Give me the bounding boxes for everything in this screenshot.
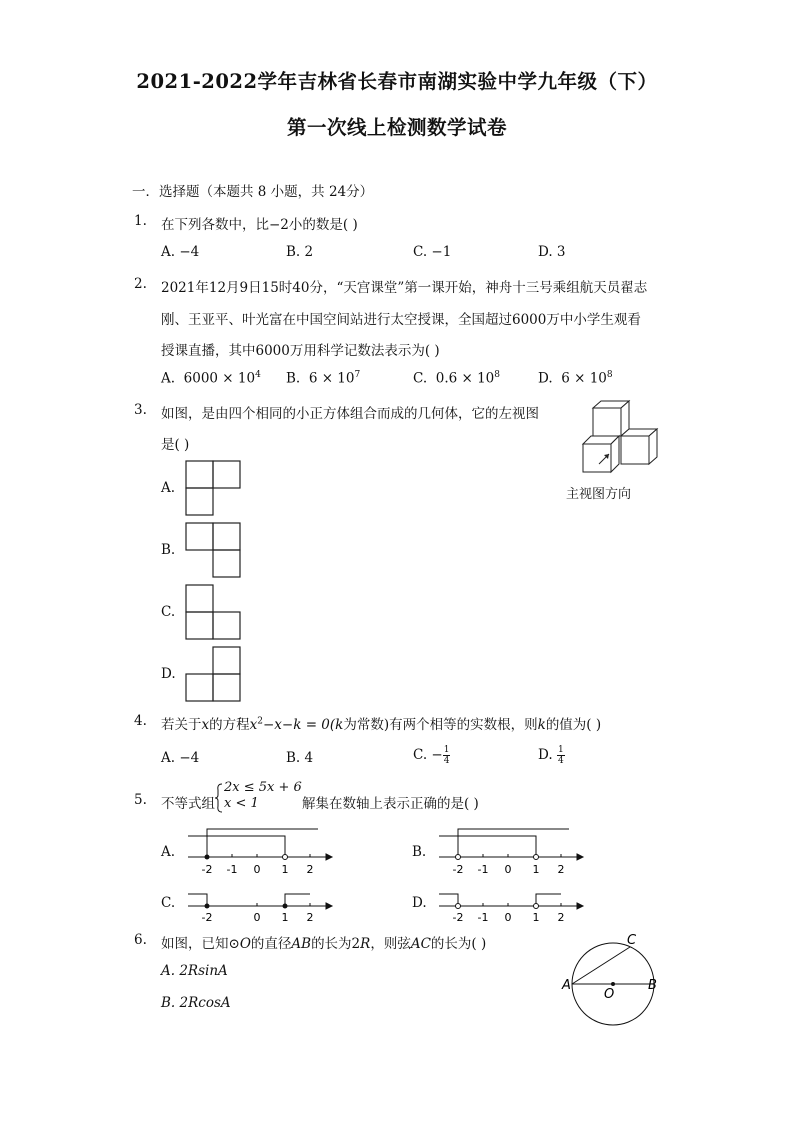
q6-stem-text-c: 的长为2 bbox=[311, 936, 361, 952]
q5-a-tick-0: 0 bbox=[253, 863, 261, 876]
q4-option-c-denominator: 4 bbox=[443, 756, 450, 766]
q2-option-b-label: B. bbox=[286, 370, 301, 387]
q3-option-b-label: B. bbox=[161, 542, 176, 558]
q4-option-c bbox=[413, 745, 450, 766]
exam-title-line2: 第一次线上检测数学试卷 bbox=[286, 116, 507, 139]
q5-a-tick-1: 1 bbox=[281, 863, 289, 876]
q2-option-c-base: 0.6 × 10 bbox=[435, 370, 495, 387]
q6-stem-text-a: 如图，已知⊙ bbox=[161, 936, 240, 952]
q2-option-b bbox=[286, 370, 360, 387]
q4-option-d bbox=[538, 745, 565, 766]
q2-option-a-label: A. bbox=[161, 370, 176, 387]
q2-line3: 授课直播，其中6000万用科学记数法表示为( ) bbox=[161, 343, 440, 359]
q6-option-b: B. 2RcosA bbox=[161, 995, 231, 1011]
q2-line1: 2021年12月9日15时40分，“天宫课堂”第一课开始，神舟十三号乘组航天员翟志 bbox=[161, 280, 648, 296]
q6-stem-text-b: 的直径 bbox=[250, 936, 292, 952]
q2-option-d-base: 6 × 10 bbox=[561, 370, 607, 387]
q4-stem-text-a: 若关于 bbox=[161, 717, 202, 733]
q5-stem-a: 不等式组 bbox=[161, 796, 215, 812]
q5-option-b-label: B. bbox=[412, 844, 427, 860]
q5-b-tick-2: 2 bbox=[557, 863, 565, 876]
q3-option-a-label: A. bbox=[161, 480, 176, 496]
q4-eq-rest: −x−k = 0( bbox=[262, 717, 336, 733]
q4-option-d-fraction bbox=[557, 745, 565, 766]
q5-number: 5. bbox=[134, 792, 147, 808]
q5-option-a-label: A. bbox=[161, 844, 176, 860]
q2-option-b-base: 6 × 10 bbox=[308, 370, 355, 387]
q2-number: 2. bbox=[134, 276, 147, 292]
q6-circle-figure bbox=[558, 932, 662, 1032]
q5-b-tick-1: 1 bbox=[532, 863, 540, 876]
q6-stem bbox=[161, 932, 486, 952]
q3-figure-caption: 主视图方向 bbox=[566, 487, 632, 502]
q4-option-d-denominator: 4 bbox=[557, 756, 564, 766]
q3-option-b-figure bbox=[185, 522, 243, 580]
q1-option-c: C. −1 bbox=[413, 244, 452, 260]
q6-var-o: O bbox=[239, 936, 251, 952]
q2-option-d bbox=[538, 370, 613, 387]
q3-option-d-figure bbox=[185, 646, 243, 704]
q4-option-c-fraction bbox=[443, 745, 451, 766]
q1-option-a: A. −4 bbox=[161, 244, 200, 260]
q5-b-tick-neg1: -1 bbox=[477, 863, 489, 876]
q5-system-line2: x < 1 bbox=[224, 796, 259, 811]
q2-option-b-exp: 7 bbox=[354, 370, 361, 380]
q5-a-tick-2: 2 bbox=[306, 863, 314, 876]
q5-option-d-label: D. bbox=[412, 895, 427, 911]
q1-number: 1. bbox=[134, 213, 147, 229]
q4-number: 4. bbox=[134, 713, 147, 729]
q5-a-tick-neg2: -2 bbox=[201, 863, 213, 876]
q6-var-ab: AB bbox=[291, 936, 312, 952]
q1-option-d: D. 3 bbox=[538, 244, 566, 260]
q5-a-tick-neg1: -1 bbox=[226, 863, 238, 876]
q2-option-c-exp: 8 bbox=[494, 370, 501, 380]
q4-option-d-label: D. bbox=[538, 747, 557, 763]
q4-var-k: k bbox=[335, 717, 344, 733]
q5-d-tick-neg1: -1 bbox=[477, 911, 489, 924]
q5-d-tick-1: 1 bbox=[532, 911, 540, 924]
q6-var-ac: AC bbox=[410, 936, 431, 952]
q4-stem bbox=[161, 713, 601, 733]
q4-eq-x: x bbox=[249, 717, 258, 733]
q5-option-b-numberline bbox=[437, 826, 587, 876]
q6-stem-text-d: ，则弦 bbox=[370, 936, 411, 952]
q5-d-tick-0: 0 bbox=[504, 911, 512, 924]
q4-option-b: B. 4 bbox=[286, 750, 314, 766]
q6-option-a: A. 2RsinA bbox=[161, 963, 228, 979]
q5-d-tick-neg2: -2 bbox=[452, 911, 464, 924]
q2-option-a bbox=[161, 370, 261, 387]
q4-option-c-numerator: 1 bbox=[443, 745, 450, 755]
q4-stem-text-b: 的方程 bbox=[209, 717, 250, 733]
q4-stem-text-c: 为常数)有两个相等的实数根，则 bbox=[343, 717, 538, 733]
q3-option-c-label: C. bbox=[161, 604, 176, 620]
q5-option-a-numberline bbox=[186, 826, 336, 876]
q4-var-k2: k bbox=[537, 717, 546, 733]
q6-label-o: O bbox=[604, 987, 615, 1002]
q5-b-tick-0: 0 bbox=[504, 863, 512, 876]
q6-number: 6. bbox=[134, 932, 147, 948]
q5-c-tick-0: 0 bbox=[253, 911, 261, 924]
q2-option-a-exp: 4 bbox=[255, 370, 261, 380]
q4-option-c-label: C. − bbox=[413, 747, 443, 763]
q4-option-a: A. −4 bbox=[161, 750, 200, 766]
q6-label-a: A bbox=[562, 978, 571, 993]
q2-option-c bbox=[413, 370, 500, 387]
q3-option-d-label: D. bbox=[161, 666, 176, 682]
q5-brace bbox=[214, 782, 224, 814]
q3-option-c-figure bbox=[185, 584, 243, 642]
q6-label-b: B bbox=[648, 978, 657, 993]
q4-stem-text-d: 的值为( ) bbox=[545, 717, 602, 733]
q3-line1: 如图，是由四个相同的小正方体组合而成的几何体，它的左视图 bbox=[161, 406, 539, 422]
q3-option-a-figure bbox=[185, 460, 243, 518]
q3-line2: 是( ) bbox=[161, 437, 190, 453]
q2-option-d-exp: 8 bbox=[606, 370, 613, 380]
q5-c-tick-1: 1 bbox=[281, 911, 289, 924]
exam-title-line1: 2021-2022学年吉林省长春市南湖实验中学九年级（下） bbox=[136, 70, 658, 93]
q2-line2: 刚、王亚平、叶光富在中国空间站进行太空授课，全国超过6000万中小学生观看 bbox=[161, 312, 641, 328]
q5-d-tick-2: 2 bbox=[557, 911, 565, 924]
q2-option-a-base: 6000 × 10 bbox=[183, 370, 256, 387]
q6-var-r: R bbox=[360, 936, 371, 952]
q2-option-c-label: C. bbox=[413, 370, 428, 387]
q5-b-tick-neg2: -2 bbox=[452, 863, 464, 876]
q6-label-c: C bbox=[627, 933, 637, 948]
q5-option-c-label: C. bbox=[161, 895, 176, 911]
q5-option-d-numberline bbox=[437, 884, 587, 924]
q4-option-d-numerator: 1 bbox=[557, 745, 564, 755]
q5-option-c-numberline bbox=[186, 884, 336, 924]
q6-stem-text-e: 的长为( ) bbox=[430, 936, 487, 952]
q2-option-d-label: D. bbox=[538, 370, 553, 387]
q3-cube-figure bbox=[575, 398, 665, 478]
section-header: 一．选择题（本题共 8 小题，共 24分） bbox=[132, 184, 374, 200]
q5-stem-b: 解集在数轴上表示正确的是( ) bbox=[302, 796, 479, 812]
q4-var-x: x bbox=[201, 717, 210, 733]
q1-option-b: B. 2 bbox=[286, 244, 314, 260]
q5-c-tick-neg2: -2 bbox=[201, 911, 213, 924]
q5-c-tick-2: 2 bbox=[306, 911, 314, 924]
q1-stem: 在下列各数中，比−2小的数是( ) bbox=[161, 217, 358, 233]
q4-eq-exp: 2 bbox=[257, 716, 263, 727]
q3-number: 3. bbox=[134, 402, 147, 418]
q5-system-line1: 2x ≤ 5x + 6 bbox=[224, 780, 302, 795]
